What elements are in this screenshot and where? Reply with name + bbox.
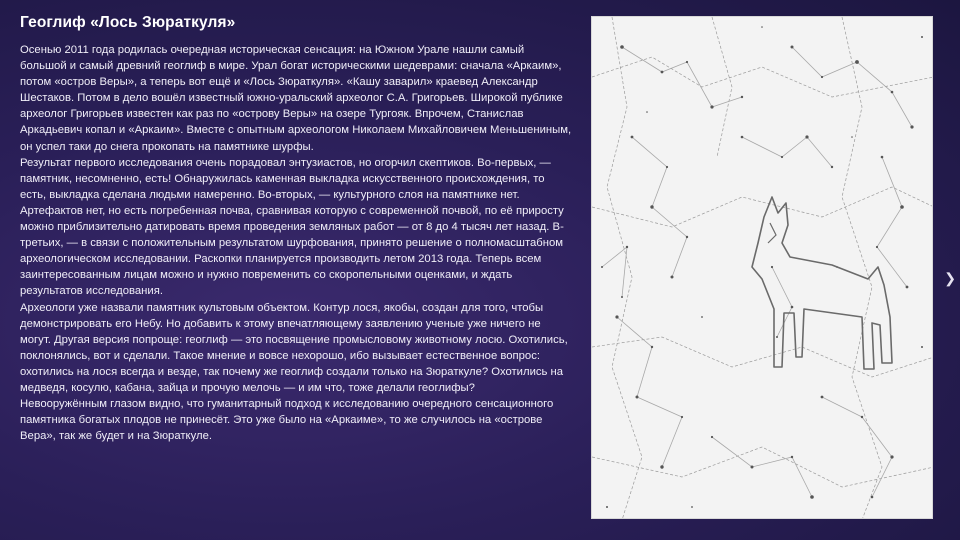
star-chart-svg [592, 17, 933, 519]
star-chart-image [591, 16, 933, 519]
slide-title: Геоглиф «Лось Зюраткуля» [20, 14, 236, 31]
paragraph-4: Невооружённым глазом видно, что гуманитарный подход к исследованию очередного сенсационного памятника богатых плодов не принесёт. Это уже было на «Аркаиме», то же случилось на «острове Вера», так же будет и на Зюраткуле. [20, 398, 554, 443]
chevron-right-icon[interactable]: ❯ [944, 270, 956, 286]
paragraph-2: Результат первого исследования очень порадовал энтузиастов, но огорчил скептиков. Во-первых, — памятник, несомненно, есть! Обнаружилась каменная выкладка искусственного происхождения, то есть, выкладка сделана людьми намеренно. Во-вторых, — культурного слоя на памятнике нет. Артефактов нет, но есть погребенная почва, сравнивая которую с современной почвой, по её приросту можно приблизительно датировать время проведения земляных работ — от 8 до 4 тысяч лет назад. В-третьих, — в связи с положительным результатом шурфования, принято решение о полномасштабном археологическом исследовании. Раскопки планируется производить летом 2013 года. Теперь всем заинтересованным лицам можно и нужно повременить со скоропельными оценками, и ждать результатов исследования. [20, 156, 564, 298]
paragraph-3: Археологи уже назвали памятник культовым объектом. Контур лося, якобы, создан для того, чтобы демонстрировать его Небу. Но добавить к этому впечатляющему заявлению ученые уже ничего не могут. Другая версия попроще: геоглиф — это посвящение промысловому животному лосю. Охотились, поклонялись, вот и сделали. Такое мнение и вовсе нехорошо, ибо вызывает естественное вопрос: охотились на лося всегда и везде, так почему же геоглиф создали только на Зюраткуле? Охотились на медведя, косулю, кабана, зайца и прочую мелочь — и им что, тоже делали геоглифы? [20, 301, 568, 394]
paragraph-1: Осенью 2011 года родилась очередная историческая сенсация: на Южном Урале нашли самый большой и самый древний геоглиф в мире. Урал богат историческими шедеврами: сначала «Аркаим», потом «остров Веры», а теперь вот ещё и «Лось Зюраткуля». «Кашу заварил» краевед Александр Шестаков. Потом в дело вошёл известный южно-уральский археолог С.А. Григорьев. Широкой публике археолог Григорьев известен как раз по «острову Веры» на озере Тургояк. Впрочем, Станислав Аркадьевич копал и «Аркаим». Вместе с опытным археологом Николаем Михайловичем Меньшениным, он успел таки до снега прокопать на памятнике шурфы. [20, 44, 572, 153]
slide-body [20, 42, 572, 444]
